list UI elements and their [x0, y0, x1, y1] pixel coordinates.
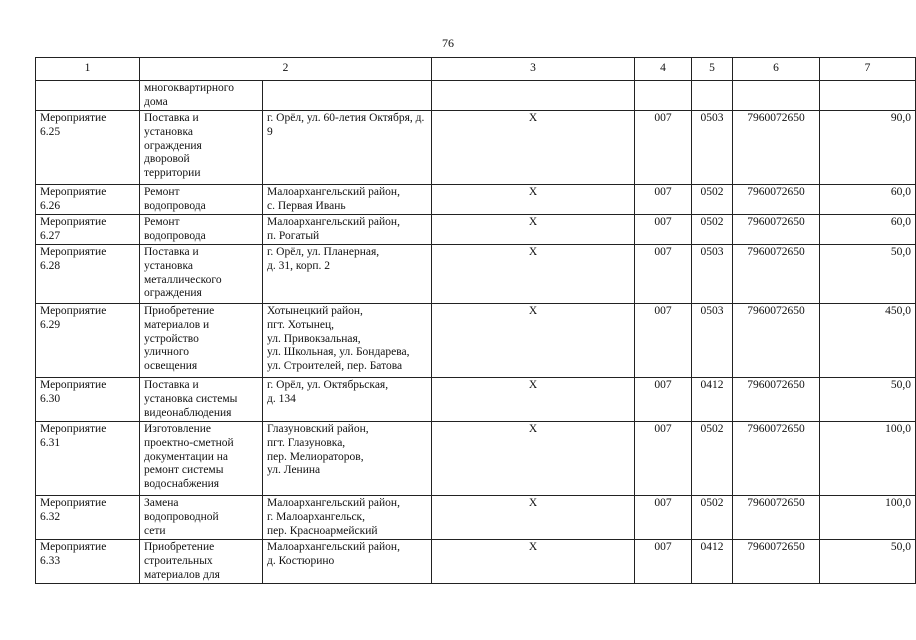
amount-cell: 90,0 [820, 111, 916, 185]
col4-cell: 007 [635, 496, 692, 540]
event-code-cell: Мероприятие 6.25 [36, 111, 140, 185]
col3-cell: Х [432, 111, 635, 185]
col6-cell: 7960072650 [733, 215, 820, 245]
col4-cell: 007 [635, 540, 692, 584]
col3-cell: Х [432, 304, 635, 378]
page-number: 76 [442, 36, 454, 50]
col3-cell: Х [432, 422, 635, 496]
amount-cell: 100,0 [820, 496, 916, 540]
event-name-cell: Замена водопроводной сети [140, 496, 263, 540]
event-name-cell: Поставка и установка системы видеонаблюдения [140, 378, 263, 422]
event-code-cell: Мероприятие 6.28 [36, 245, 140, 304]
table-row [36, 496, 916, 540]
col4-cell: 007 [635, 111, 692, 185]
event-name-cell: Ремонт водопровода [140, 215, 263, 245]
header-col-4: 4 [635, 58, 692, 81]
amount-cell [820, 81, 916, 111]
col6-cell [733, 81, 820, 111]
col5-cell: 0412 [692, 540, 733, 584]
col6-cell: 7960072650 [733, 422, 820, 496]
event-name-cell: Приобретение строительных материалов для [140, 540, 263, 584]
col6-cell: 7960072650 [733, 496, 820, 540]
col6-cell: 7960072650 [733, 111, 820, 185]
col5-cell: 0502 [692, 185, 733, 215]
col4-cell: 007 [635, 185, 692, 215]
amount-cell: 50,0 [820, 378, 916, 422]
event-code-cell: Мероприятие 6.31 [36, 422, 140, 496]
address-cell: г. Орёл, ул. Октябрьская, д. 134 [263, 378, 432, 422]
col4-cell: 007 [635, 304, 692, 378]
col5-cell [692, 81, 733, 111]
amount-cell: 450,0 [820, 304, 916, 378]
col3-cell: Х [432, 496, 635, 540]
col6-cell: 7960072650 [733, 185, 820, 215]
address-cell: Малоархангельский район, г. Малоархангельск, пер. Красноармейский [263, 496, 432, 540]
col4-cell [635, 81, 692, 111]
event-code-cell [36, 81, 140, 111]
col6-cell: 7960072650 [733, 540, 820, 584]
event-code-cell: Мероприятие 6.33 [36, 540, 140, 584]
address-cell: г. Орёл, ул. 60-летия Октября, д. 9 [263, 111, 432, 185]
col3-cell: Х [432, 378, 635, 422]
event-code-cell: Мероприятие 6.27 [36, 215, 140, 245]
event-name-cell: многоквартирного дома [140, 81, 263, 111]
col5-cell: 0503 [692, 304, 733, 378]
address-cell: г. Орёл, ул. Планерная, д. 31, корп. 2 [263, 245, 432, 304]
event-name-cell: Ремонт водопровода [140, 185, 263, 215]
col3-cell [432, 81, 635, 111]
event-code-cell: Мероприятие 6.32 [36, 496, 140, 540]
event-code-cell: Мероприятие 6.29 [36, 304, 140, 378]
address-cell: Малоархангельский район, с. Первая Ивань [263, 185, 432, 215]
table-row [36, 245, 916, 304]
header-row [36, 58, 916, 81]
budget-table [35, 57, 916, 584]
col6-cell: 7960072650 [733, 245, 820, 304]
address-cell: Малоархангельский район, д. Костюрино [263, 540, 432, 584]
header-col-5: 5 [692, 58, 733, 81]
col4-cell: 007 [635, 422, 692, 496]
table-row [36, 422, 916, 496]
header-col-3: 3 [432, 58, 635, 81]
header-col-2: 2 [140, 58, 432, 81]
col4-cell: 007 [635, 215, 692, 245]
col5-cell: 0502 [692, 496, 733, 540]
table-row [36, 378, 916, 422]
table-row [36, 111, 916, 185]
col4-cell: 007 [635, 378, 692, 422]
event-code-cell: Мероприятие 6.26 [36, 185, 140, 215]
col5-cell: 0502 [692, 422, 733, 496]
col5-cell: 0503 [692, 245, 733, 304]
col6-cell: 7960072650 [733, 378, 820, 422]
amount-cell: 50,0 [820, 245, 916, 304]
table-row [36, 185, 916, 215]
event-name-cell: Поставка и установка металлического ограждения [140, 245, 263, 304]
col5-cell: 0502 [692, 215, 733, 245]
col3-cell: Х [432, 540, 635, 584]
event-code-cell: Мероприятие 6.30 [36, 378, 140, 422]
table-row [36, 215, 916, 245]
event-name-cell: Поставка и установка ограждения дворовой территории [140, 111, 263, 185]
amount-cell: 60,0 [820, 185, 916, 215]
header-col-6: 6 [733, 58, 820, 81]
address-cell: Малоархангельский район, п. Рогатый [263, 215, 432, 245]
header-col-1: 1 [36, 58, 140, 81]
amount-cell: 100,0 [820, 422, 916, 496]
col5-cell: 0412 [692, 378, 733, 422]
table-row [36, 81, 916, 111]
col6-cell: 7960072650 [733, 304, 820, 378]
col3-cell: Х [432, 245, 635, 304]
address-cell: Хотынецкий район, пгт. Хотынец, ул. Привокзальная, ул. Школьная, ул. Бондарева, ул. Строителей, пер. Батова [263, 304, 432, 378]
address-cell [263, 81, 432, 111]
address-cell: Глазуновский район, пгт. Глазуновка, пер. Мелиораторов, ул. Ленина [263, 422, 432, 496]
amount-cell: 50,0 [820, 540, 916, 584]
col4-cell: 007 [635, 245, 692, 304]
col5-cell: 0503 [692, 111, 733, 185]
col3-cell: Х [432, 215, 635, 245]
event-name-cell: Изготовление проектно-сметной документации на ремонт системы водоснабжения [140, 422, 263, 496]
col3-cell: Х [432, 185, 635, 215]
amount-cell: 60,0 [820, 215, 916, 245]
header-col-7: 7 [820, 58, 916, 81]
table-row [36, 304, 916, 378]
event-name-cell: Приобретение материалов и устройство уличного освещения [140, 304, 263, 378]
table-row [36, 540, 916, 584]
